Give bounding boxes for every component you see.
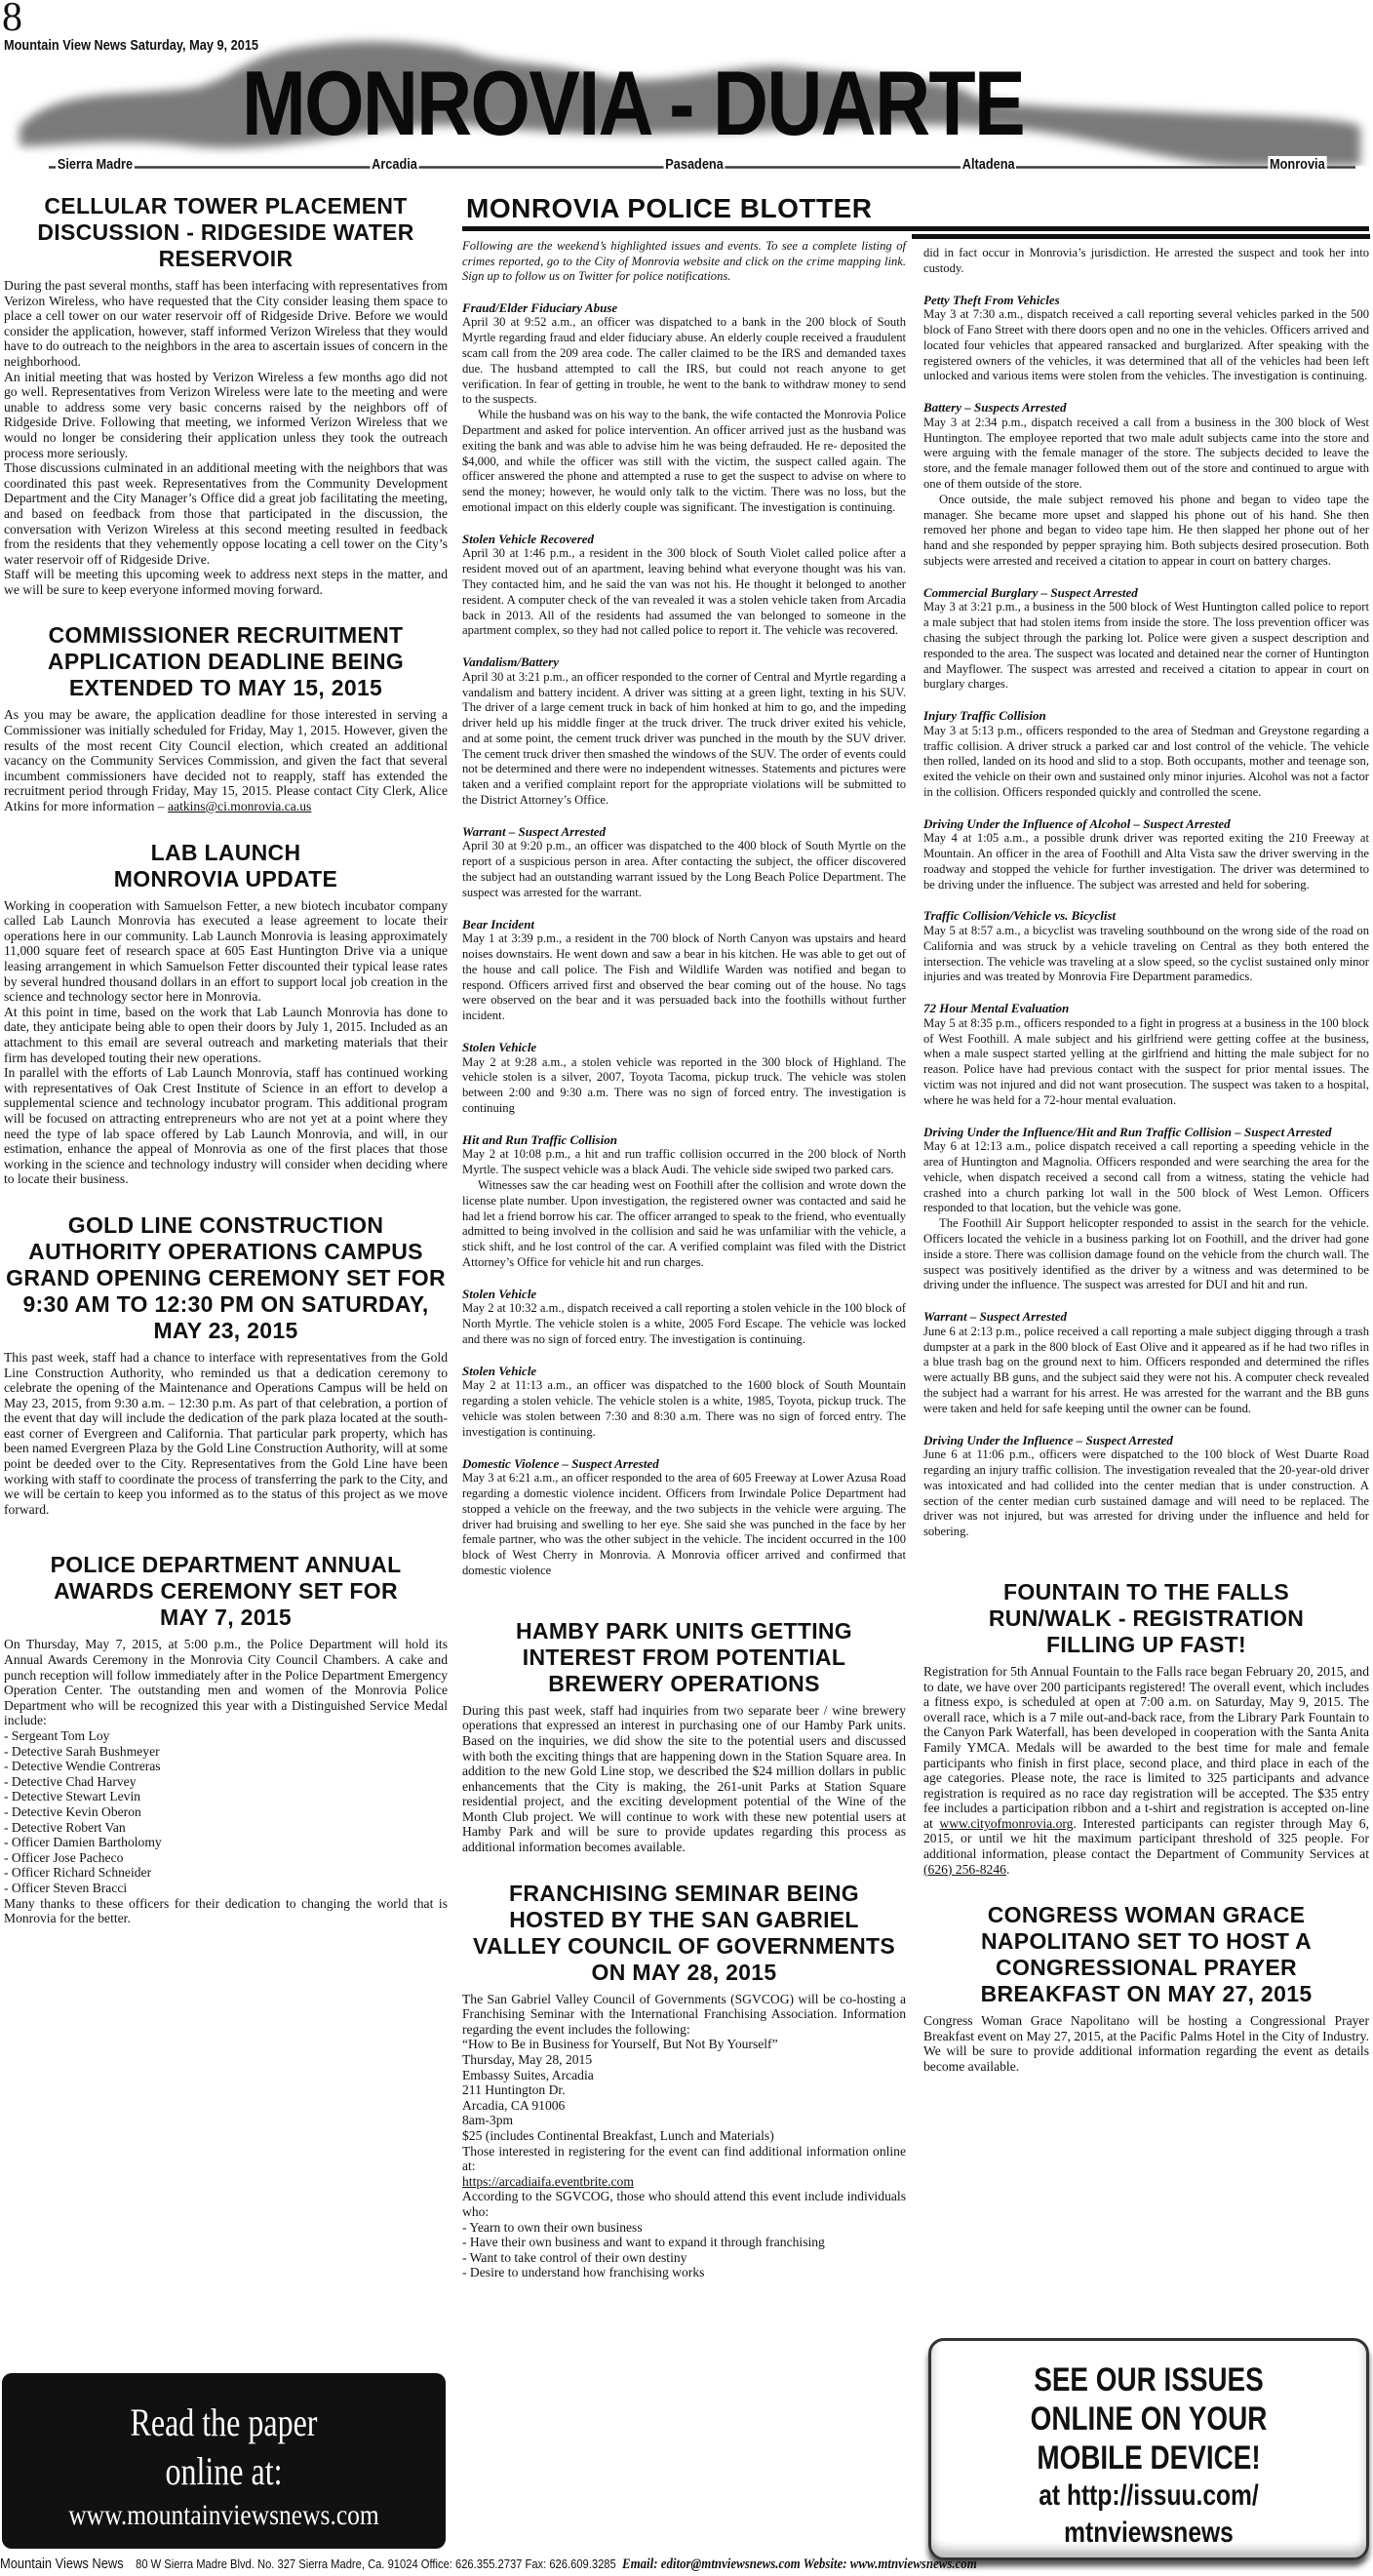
entry-text: April 30 at 9:52 a.m., an officer was dispatched to a bank in the 200 block of South Myrtle regarding fraud and elder fiduciary abuse. An elderly couple received a fraudulent scam call from the 209 area code. The caller claimed to be the IRS and demanded taxes due. The husband attempted to call the IRS, but could not reach anyone to get verification. In fear of getting in trouble, he went to the bank to withdraw money to send to the suspects. — [462, 315, 906, 407]
blotter-entry — [923, 585, 1369, 693]
ad-line: ONLINE ON YOUR — [1030, 2400, 1268, 2437]
article-paragraph: During the past several months, staff has been interfacing with representatives from Verizon Wireless, who have requested that the City consider leasing them space to place a cell tower on our water reservoir off of Ridgeside Drive. Before we would consider the application, however, staff informed Verizon Wireless that they would have to do outreach to the neighbors in the area to ascertain issues of concern in the neighborhood. — [4, 278, 448, 369]
honoree: - Officer Jose Pacheco — [4, 1849, 124, 1865]
right-column — [923, 246, 1369, 2075]
entry-title: Stolen Vehicle Recovered — [462, 531, 595, 546]
honoree: - Detective Wendie Contreras — [4, 1759, 161, 1774]
article-closing: Many thanks to these officers for their dedication to changing the world that is Monrovia for the better. — [4, 1895, 448, 1926]
entry-text: June 6 at 11:06 p.m., officers were dispatched to the 100 block of West Duarte Road regarding an injury traffic collision. The investigation revealed that the 20-year-old driver was intoxicated and had collided into the center median that is under construction. A section of the center median curb sustained damage and will need to be replaced. The driver was not injured, but was arrested for driving under the influence and held for sobering. — [923, 1447, 1369, 1539]
entry-title: Fraud/Elder Fiduciary Abuse — [462, 299, 618, 315]
contact-links[interactable]: Email: editor@mtnviewsnews.com Website: www.mtnviewsnews.com — [621, 2556, 977, 2572]
entry-title: Driving Under the Influence/Hit and Run Traffic Collision – Suspect Arrested — [923, 1124, 1332, 1139]
page-footer — [0, 2556, 1181, 2576]
event-detail: Arcadia, CA 91006 — [462, 2097, 566, 2113]
entry-title: Driving Under the Influence of Alcohol – Suspect Arrested — [923, 815, 1231, 831]
blotter-entry — [462, 532, 906, 639]
blotter-entry — [923, 1001, 1369, 1108]
audience-item: - Yearn to own their own business — [462, 2219, 643, 2235]
entry-text: May 5 at 8:57 a.m., a bicyclist was traveling southbound on the wrong side of the road on California and was struck by a vehicle traveling on Central as they both entered the intersection. The vehicle was traveling at a slow speed, so the cyclist sustained only minor injuries and was treated by Monrovia Fire Department paramedics. — [923, 924, 1369, 984]
event-detail: 8am-3pm — [462, 2113, 514, 2128]
honoree: - Detective Robert Van — [4, 1819, 126, 1835]
entry-text: May 5 at 8:35 p.m., officers responded to a fight in progress at a business in the 100 block of West Foothill. A male subject and his girlfriend were getting coffee at the business, when a male suspect started yelling at the girlfriend and hitting the male subject for no reason. Police have had previous contact with the suspect for prior mental issues. The victim was not injured and did not want prosecution. The suspect was taken to a hospital, where he was held for a 72-hour mental evaluation. — [923, 1015, 1369, 1107]
audience-item: - Have their own business and want to expand it through franchising — [462, 2235, 825, 2250]
entry-title: Injury Traffic Collision — [923, 708, 1046, 724]
headline: HAMBY PARK UNITS GETTING INTEREST FROM POTENTIAL BREWERY OPERATIONS — [516, 1617, 852, 1696]
entry-text: May 2 at 10:08 p.m., a hit and run traffic collision occurred in the 200 block of North Myrtle. The suspect vehicle was a black Audi. The vehicle side swiped two parked cars. — [462, 1147, 906, 1177]
middle-column — [462, 193, 906, 2280]
honoree: - Officer Steven Bracci — [4, 1880, 128, 1895]
entry-title: Vandalism/Battery — [462, 654, 559, 670]
entry-title: Driving Under the Influence – Suspect Arrested — [923, 1432, 1173, 1447]
blotter-continuation: did in fact occur in Monrovia’s jurisdiction. He arrested the suspect and took her into custody. — [923, 246, 1369, 275]
article-hamby-park — [462, 1618, 906, 1855]
ad-line: online at: — [165, 2449, 283, 2493]
entry-title: Domestic Violence – Suspect Arrested — [462, 1455, 659, 1471]
entry-text: Once outside, the male subject removed his phone and began to video tape the manager. She became more upset and slapped his phone out of his hand. She then removed her phone and began to video tape him. He then slapped her phone out of her hand and she responded by pepper spraying him. Both subjects desired prosecution. Both subjects were arrested and received a citation to appear in court on battery charges. — [923, 492, 1369, 568]
headline: FRANCHISING SEMINAR BEING HOSTED BY THE SAN GABRIEL VALLEY COUNCIL OF GOVERNMENTS ON MAY 28, 2015 — [473, 1880, 895, 1985]
blotter-entry — [462, 1456, 906, 1579]
event-details — [462, 2037, 906, 2143]
entry-text: June 6 at 2:13 p.m., police received a call reporting a male subject digging through a trash dumpster at a park in the 800 block of East Olive and it appeared as if he had two rifles in a blue trash bag on the ground next to him. Officers responded and determined the rifles were actually BB guns, and the subject said they were not his. A computer check revealed the subject had a warrant for his arrest. He was arrested for the warrant and the BB guns were taken and held for safe keeping until the owner can be found. — [923, 1324, 1369, 1415]
entry-text: April 30 at 3:21 p.m., an officer responded to the corner of Central and Myrtle regarding a vandalism and battery incident. A driver was sitting at a green light, texting in his SUV. The driver of a large cement truck in back of him honked at him to go, and the impeding driver held up his middle finger at the truck driver. The truck driver exited his vehicle, and at some point, the cement truck driver was punched in the mouth by the SUV driver. The cement truck driver then smashed the windows of the SUV. The order of events could not be determined and there were no independent witnesses. Statements and pictures were taken and a verified complaint report for the appropriate violations will be submitted to the District Attorney’s Office. — [462, 669, 906, 808]
city-label: Pasadena — [665, 156, 724, 173]
blotter-entry — [923, 293, 1369, 385]
event-detail: Thursday, May 28, 2015 — [462, 2052, 593, 2068]
entry-title: Traffic Collision/Vehicle vs. Bicyclist — [923, 908, 1117, 924]
blotter-entry — [923, 1433, 1369, 1540]
entry-text: May 2 at 9:28 a.m., a stolen vehicle was reported in the 300 block of Highland. The vehicle stolen is a silver, 2007, Toyota Tacoma, pickup truck. The vehicle was stolen between 2:00 and 9:30 a.m. There was no sign of forced entry. The investigation is continuing — [462, 1054, 906, 1116]
city-timeline — [49, 156, 1355, 176]
honoree: - Detective Chad Harvey — [4, 1773, 137, 1789]
blotter-intro: Following are the weekend’s highlighted issues and events. To see a complete listing of crimes reported, go to the City of Monrovia website and click on the crime mapping link. Sign up to follow us on Twitter for police notifications. — [462, 239, 906, 284]
honoree-list — [4, 1728, 448, 1896]
article-cellular-tower — [4, 193, 448, 597]
event-link[interactable]: https://arcadiaifa.eventbrite.com — [462, 2173, 634, 2189]
blotter-entry — [923, 1125, 1369, 1294]
article-paragraph: At this point in time, based on the work that Lab Launch Monrovia has done to date, they anticipate being able to open their doors by July 1, 2015. Included as an attachment to this email are several outreach and marketing materials that their firm has developed touting their new operations. — [4, 1004, 448, 1065]
article-lab-launch — [4, 840, 448, 1187]
article-paragraph: Those interested in registering for the event can find additional information online at: — [462, 2143, 906, 2174]
read-online-ad[interactable] — [2, 2373, 446, 2549]
website-link[interactable]: www.cityofmonrovia.org — [939, 1815, 1074, 1831]
audience-list — [462, 2220, 906, 2280]
email-link[interactable]: aatkins@ci.monrovia.ca.us — [168, 799, 312, 814]
headline: LAB LAUNCH MONROVIA UPDATE — [113, 839, 338, 892]
city-label: Sierra Madre — [57, 156, 134, 173]
blotter-entry — [462, 917, 906, 1024]
entry-text: May 6 at 12:13 a.m., police dispatch received a call reporting a speeding vehicle in the area of Huntington and Magnolia. Officers responded and were searching the area for the vehicle, when dispatch received a second call from a witness, stating the vehicle had crashed into a church parking lot wall in the 500 block of West Lemon. Officers responded to that location, but the vehicle was gone. — [923, 1139, 1369, 1215]
audience-item: - Desire to understand how franchising works — [462, 2265, 705, 2280]
blotter-entry — [462, 300, 906, 516]
event-detail: 211 Huntington Dr. — [462, 2082, 566, 2098]
article-paragraph: The San Gabriel Valley Council of Governments (SGVCOG) will be co-hosting a Franchising Seminar with the International Franchising Association. Information regarding the event includes the following: — [462, 1991, 906, 2037]
entry-text: While the husband was on his way to the bank, the wife contacted the Monrovia Police Department and asked for police intervention. An officer arrived just as the husband was exiting the bank and was able to advise him he was being defrauded. He re- deposited the $4,000, and while the officer was still with the victim, the suspect called again. The officer answered the phone and attempted a ruse to get the suspect to advise on where to send the money; however, he would only talk to the victim. There was no loss, but the emotional impact on this elderly couple was significant. The investigation is continuing. — [462, 408, 906, 514]
headline: CONGRESS WOMAN GRACE NAPOLITANO SET TO HOST A CONGRESSIONAL PRAYER BREAKFAST ON MAY 27, 2015 — [980, 1902, 1313, 2007]
entry-title: Bear Incident — [462, 916, 535, 931]
article-paragraph: Staff will be meeting this upcoming week to address next steps in the matter, and we will be sure to keep everyone informed moving forward. — [4, 567, 448, 597]
blotter-entry — [923, 400, 1369, 570]
entry-text: April 30 at 9:20 p.m., an officer was dispatched to the 400 block of South Myrtle on the report of a suspicious person in area. After contacting the subject, the officer discovered the subject had an outstanding warrant issued by the Long Beach Police Department. The suspect was arrested for the warrant. — [462, 839, 906, 899]
mobile-issues-ad[interactable] — [928, 2338, 1369, 2560]
article-gold-line — [4, 1212, 448, 1518]
article-paragraph: On Thursday, May 7, 2015, at 5:00 p.m., the Police Department will hold its Annual Awards Ceremony in the Monrovia City Council Chambers. A cake and punch reception will follow immediately after in the Police Department Emergency Operation Center. The outstanding men and women of the Monrovia Police Department who will be recognized this year with a Distinguished Service Medal include: — [4, 1637, 448, 1728]
article-paragraph: During this past week, staff had inquiries from two separate beer / wine brewery operations that expressed an interest in purchasing one of our Hamby Park units. Based on the inquiries, we did show the site to the potential users and discussed with both the exciting things that are happening down in the Station Square area. In addition to the new Gold Line stop, we described the $24 million dollars in public enhancements that the City is making, the 261-unit Parks at Station Square residential project, and the exciting development potential of the Wine of the Month Club project. We will continue to work with these new potential users at Hamby Park and will be sure to provide updates regarding this process as additional information becomes available. — [462, 1702, 906, 1855]
city-label: Arcadia — [372, 156, 417, 173]
blotter-entry — [462, 1364, 906, 1441]
entry-text: May 3 at 7:30 a.m., dispatch received a call reporting several vehicles parked in the 500 block of Fano Street with there doors open and no one in the vehicles. Officers arrived and located four vehicles that appeared ransacked and burglarized. After speaking with the registered owners of the vehicles, it was determined that all of the vehicles had been left unlocked and various items were stolen from the vehicles. The investigation is continuing. — [923, 307, 1369, 383]
article-franchising-seminar — [462, 1881, 906, 2280]
headline: COMMISSIONER RECRUITMENT APPLICATION DEADLINE BEING EXTENDED TO MAY 15, 2015 — [47, 622, 405, 701]
blotter-entry — [462, 654, 906, 809]
article-text: . Interested participants can register through May 6, 2015, or until we hit the maximum participant threshold of 325 people. For additional information, please contact the Department of Community Services at — [923, 1815, 1369, 1862]
entry-title: Battery – Suspects Arrested — [923, 400, 1067, 416]
blotter-entry — [923, 708, 1369, 801]
article-paragraph: This past week, staff had a chance to interface with representatives from the Gold Line Construction Authority, who reminded us that a dedication ceremony to celebrate the opening of the Maintenance and Operations Campus will be held on May 23, 2015, from 9:30 a.m. – 12:30 p.m. As part of that celebration, a portion of the event that day will include the dedication of the park plaza located at the south-east corner of Evergreen and California. That particular park property, which has been named Evergreen Plaza by the Gold Line Construction Authority, will at some point be deeded over to the City. Representatives from the Gold Line have been working with staff to coordinate the process of transferring the park to the City, and we will be certain to keep you informed as to the status of this project as we move forward. — [4, 1349, 448, 1517]
honoree: - Detective Stewart Levin — [4, 1789, 141, 1804]
entry-text: May 2 at 11:13 a.m., an officer was dispatched to the 1600 block of South Mountain regarding a stolen vehicle. The vehicle stolen is a white, 1985, Toyota, pickup truck. The vehicle was stolen between 7:30 and 8:30 a.m. There was no sign of forced entry. The investigation is continuing. — [462, 1378, 906, 1439]
article-commissioner-recruitment — [4, 622, 448, 813]
phone-link[interactable]: (626) 256-8246 — [923, 1861, 1006, 1877]
entry-text: May 3 at 3:21 p.m., a business in the 500 block of West Huntington called police to report a male subject that had stolen items from inside the store. The loss prevention officer was chasing the subject through the parking lot. Police were given a suspect description and responded to the area. The suspect was located and detained near the corner of Huntington and Mayflower. The suspect was arrested and received a citation to appear in court on burglary charges. — [923, 600, 1369, 692]
honoree: - Detective Sarah Bushmeyer — [4, 1743, 160, 1759]
ad-line: SEE OUR ISSUES — [1034, 2361, 1264, 2398]
entry-title: Petty Theft From Vehicles — [923, 292, 1060, 307]
entry-title: Commercial Burglary – Suspect Arrested — [923, 584, 1138, 600]
article-paragraph: Working in cooperation with Samuelson Fetter, a new biotech incubator company called Lab Launch Monrovia has executed a lease agreement to locate their operations here in our community. Lab Launch Monrovia is leasing approximately 11,000 square feet of research space at 605 East Huntington Drive via a unique leasing arrangement in which Samuelson Fetter discounted their typical lease rates by several hundred thousand dollars in an effort to support local job creation in the science and technology sector here in Monrovia. — [4, 897, 448, 1005]
headline: FOUNTAIN TO THE FALLS RUN/WALK - REGISTRATION FILLING UP FAST! — [988, 1578, 1305, 1657]
headline: CELLULAR TOWER PLACEMENT DISCUSSION - RIDGESIDE WATER RESERVOIR — [37, 193, 414, 271]
ad-line: MOBILE DEVICE! — [1037, 2439, 1261, 2477]
honoree: - Sergeant Tom Loy — [4, 1728, 110, 1743]
audience-item: - Want to take control of their own destiny — [462, 2249, 687, 2265]
entry-title: Warrant – Suspect Arrested — [923, 1309, 1067, 1325]
blotter-entry — [923, 1309, 1369, 1416]
entry-text: April 30 at 1:46 p.m., a resident in the 300 block of South Violet called police after a resident moved out of an apartment, leaving behind what everyone thought was his van. They contacted him, and he said the van was not his. He thought it belonged to another resident. A computer check of the van revealed it was a stolen vehicle taken from Arcadia back in 2013. All of the residents had assumed the van belonged to someone in the apartment complex, so they had not called police to report it. The vehicle was recovered. — [462, 546, 906, 638]
article-paragraph: Those discussions culminated in an additional meeting with the neighbors that was coordinated this past week. Representatives from the Community Development Department and the City Manager’s Office did a great job facilitating the meeting, and based on feedback from those that participated in the discussion, the conversation with Verizon Wireless at this second meeting resulted in feedback from the residents that they vehemently oppose locating a cell tower on the City’s water reservoir off of Ridgeside Drive. — [4, 460, 448, 567]
article-paragraph: Congress Woman Grace Napolitano will be hosting a Congressional Prayer Breakfast event on May 27, 2015, at the Pacific Palms Hotel in the City of Industry. We will be sure to provide additional information regarding the event as details become available. — [923, 2013, 1369, 2075]
entry-title: Stolen Vehicle — [462, 1040, 537, 1055]
headline: POLICE DEPARTMENT ANNUAL AWARDS CEREMONY SET FOR MAY 7, 2015 — [50, 1552, 402, 1631]
section-title: MONROVIA - DUARTE — [242, 52, 1024, 154]
article-text: As you may be aware, the application deadline for those interested in serving a Commissioner was initially scheduled for Friday, May 1, 2015. However, given the results of the most recent City Council election, which created an additional vacancy on the Community Services Commission, and given the fact that several incumbent commissioners have decided not to reapply, staff has extended the recruitment period through Friday, May 15, 2015. Please contact City Clerk, Alice Atkins for more information – — [4, 707, 448, 814]
entry-title: Hit and Run Traffic Collision — [462, 1131, 617, 1147]
entry-text: May 3 at 5:13 p.m., officers responded to the area of Stedman and Greystone regarding a traffic collision. A driver struck a parked car and lost control of the vehicle. The vehicle then rolled, landed on its hood and slid to a stop. Both occupants, mother and teenage son, exited the vehicle on their own and sustained only minor injuries. Alcohol was not a factor in the collision. Officers responded quickly and controlled the scene. — [923, 723, 1369, 799]
blotter-entry — [923, 908, 1369, 985]
entry-text: May 2 at 10:32 a.m., dispatch received a call reporting a stolen vehicle in the 100 block of North Myrtle. The vehicle stolen is a white, 2005 Ford Escape. The vehicle was locked and there was no sign of forced entry. The investigation is continuing. — [462, 1301, 906, 1346]
honoree: - Officer Richard Schneider — [4, 1865, 152, 1881]
article-paragraph — [923, 1664, 1369, 1877]
article-paragraph: According to the SGVCOG, those who should attend this event include individuals who: — [462, 2189, 906, 2219]
honoree: - Officer Damien Bartholomy — [4, 1835, 162, 1850]
ad-url[interactable]: www.mountainviewsnews.com — [68, 2499, 379, 2531]
ad-url[interactable]: at http://issuu.com/ — [1039, 2479, 1259, 2512]
article-paragraph: In parallel with the efforts of Lab Launch Monrovia, staff has continued working with representatives of Oak Crest Institute of Science in an effort to develop a supplemental science and technology incubator program. This additional program will be focused on attracting entrepreneurs who are not yet at a point where they need the type of lab space offered by Lab Launch Monrovia, and will, in our estimation, enhance the appeal of Monrovia as one of the first places that those working in the science and technology industry will consider when deciding where to locate their business. — [4, 1065, 448, 1187]
article-napolitano-breakfast — [923, 1902, 1369, 2074]
entry-title: Warrant – Suspect Arrested — [462, 823, 606, 839]
entry-title: 72 Hour Mental Evaluation — [923, 1001, 1070, 1016]
entry-text: Witnesses saw the car heading west on Foothill after the collision and wrote down the license plate number. Upon investigation, the registered owner was contacted and said he had let a friend borrow his car. The officer arranged to speak to the friend, who eventually admitted to being involved in the collision and said he was unfamiliar with the vehicle, a stick shift, and he lost control of the car. A verified complaint was filed with the District Attorney’s Office for vehicle hit and run charges. — [462, 1178, 906, 1269]
headline: GOLD LINE CONSTRUCTION AUTHORITY OPERATIONS CAMPUS GRAND OPENING CEREMONY SET FOR 9:30 AM TO 12:30 PM ON SATURDAY, MAY 23, 2015 — [6, 1211, 446, 1343]
blotter-entry — [462, 1132, 906, 1271]
article-paragraph: An initial meeting that was hosted by Verizon Wireless a few months ago did not go well. Representatives from Verizon Wireless were late to the meeting and were unable to address some very basic concerns raised by the neighbors off of Ridgeside Drive. Following that meeting, we informed Verizon Wireless that we would no longer be considering their application unless they took the outreach process more seriously. — [4, 369, 448, 460]
blotter-entry — [923, 816, 1369, 893]
honoree: - Detective Kevin Oberon — [4, 1803, 141, 1819]
event-detail: $25 (includes Continental Breakfast, Lunch and Materials) — [462, 2128, 774, 2143]
left-column — [4, 193, 448, 1926]
city-label: Monrovia — [1270, 156, 1325, 173]
page-number: 8 — [2, 0, 22, 40]
ad-url[interactable]: mtnviewsnews — [1064, 2517, 1234, 2549]
article-text: Registration for 5th Annual Fountain to the Falls race began February 20, 2015, and to date, we have over 200 participants registered! The overall event, which includes a fitness expo, is scheduled at open at 7:00 a.m. on Saturday, May 9, 2015. The overall race, which is a 7 mile out-and-back race, from the Library Park Fountain to the Canyon Park Waterfall, has been developed in cooperation with the Santa Anita Family YMCA. Medals will be awarded to the best time for male and female participants who finish in first place, second place, and third place in each of the age categories. Please note, the race is limited to 325 participants and advance registration is required as no race day registration will be accepted. The $35 entry fee includes a participation ribbon and a t-shirt and registration is accepted on-line at — [923, 1663, 1369, 1831]
entry-title: Stolen Vehicle — [462, 1286, 537, 1301]
article-text: . — [1005, 1861, 1010, 1877]
ad-line: Read the paper — [130, 2400, 318, 2444]
blotter-entry — [462, 1040, 906, 1117]
blotter-rule — [462, 226, 1369, 231]
blotter-entry — [462, 1287, 906, 1348]
entry-text: The Foothill Air Support helicopter responded to assist in the search for the vehicle. Officers located the vehicle in a business parking lot on Foothill, and the driver had gone inside a store. There was collision damage found on the vehicle from the church wall. The suspect was positively identified as the driver by a witness and was determined to be driving under the influence. The suspect was arrested for DUI and hit and run. — [923, 1216, 1369, 1292]
blotter-title: MONROVIA POLICE BLOTTER — [466, 193, 873, 223]
event-detail: Embassy Suites, Arcadia — [462, 2067, 594, 2082]
event-detail: “How to Be in Business for Yourself, But Not By Yourself” — [462, 2037, 778, 2052]
publisher-name: Mountain Views News — [0, 2556, 124, 2572]
article-paragraph — [4, 707, 448, 813]
entry-text: May 3 at 2:34 p.m., dispatch received a call from a business in the 300 block of West Huntington. The employee reported that two male adult subjects came into the store and were arguing with the female manager of the store. The subjects decided to leave the store, and the female manager followed them out of the store and continued to argue with one of them outside of the store. — [923, 415, 1369, 491]
article-fountain-to-falls — [923, 1579, 1369, 1877]
entry-text: May 4 at 1:05 a.m., a possible drunk driver was reported exiting the 210 Freeway at Mountain. An officer in the area of Foothill and Alta Vista saw the driver swerving in the roadway and stopped the vehicle for further investigation. The driver was determined to be driving under the influence. The subject was arrested and held for sobering. — [923, 831, 1369, 892]
blotter-rule-continued — [912, 234, 1370, 239]
publisher-address: 80 W Sierra Madre Blvd. No. 327 Sierra Madre, Ca. 91024 Office: 626.355.2737 Fax: 626.609.3285 — [136, 2556, 616, 2571]
masthead — [0, 0, 1373, 185]
entry-text: May 3 at 6:21 a.m., an officer responded to the area of 605 Freeway at Lower Azusa Road regarding a domestic violence incident. Officers from Irwindale Police Department had stopped a vehicle on the freeway, and the two subjects in the vehicle were arguing. The driver had bruising and swelling to her eye. She said she was punched in the face by her female partner, who was the other subject in the vehicle. The incident occurred in the 100 block of West Cherry in Monrovia. A Monrovia officer arrived and confirmed that domestic violence — [462, 1471, 906, 1577]
article-police-awards — [4, 1552, 448, 1925]
entry-text: May 1 at 3:39 p.m., a resident in the 700 block of North Canyon was upstairs and heard noises downstairs. He went down and saw a bear in his kitchen. He was able to get out of the house and call police. The Fish and Wildlife Warden was notified and began to respond. Officers arrived first and observed the bear coming out of the house. No tags were observed on the bear and it was persuaded back into the foothills without further incident. — [462, 931, 906, 1023]
issue-date-line: Mountain View News Saturday, May 9, 2015 — [4, 37, 259, 54]
entry-title: Stolen Vehicle — [462, 1363, 537, 1378]
city-label: Altadena — [961, 156, 1015, 173]
blotter-entry — [462, 824, 906, 901]
